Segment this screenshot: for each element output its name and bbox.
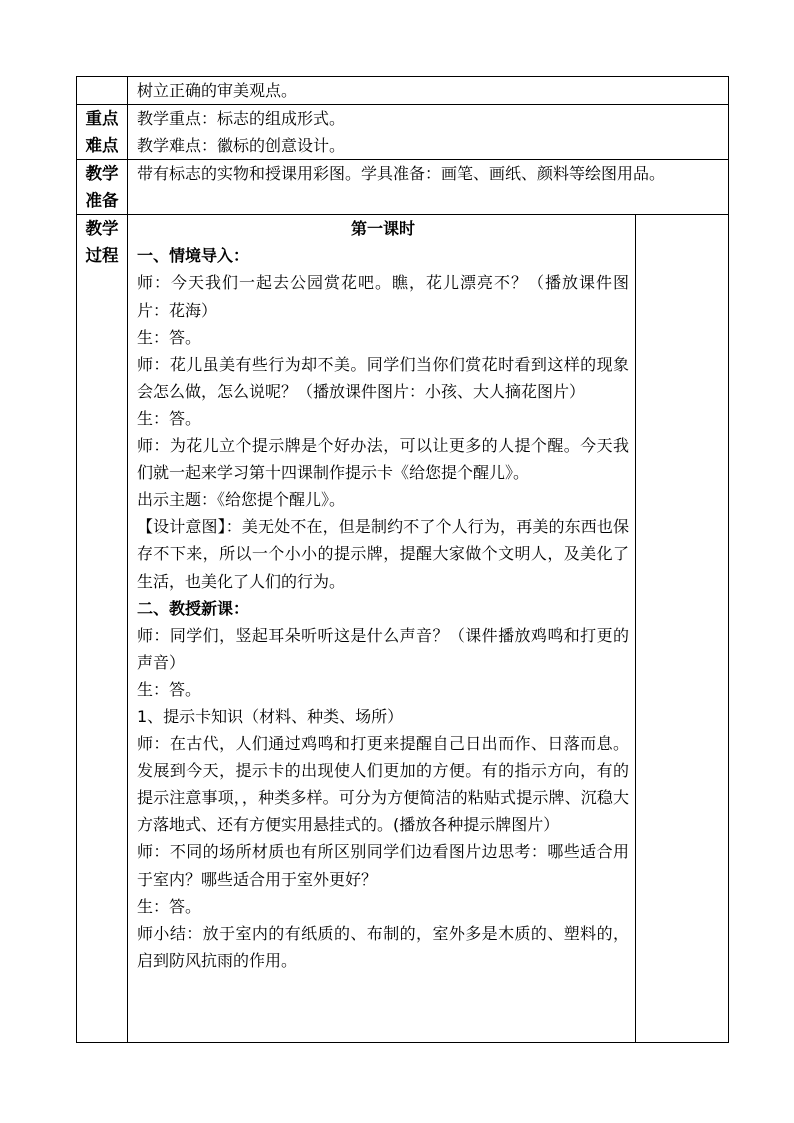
label-line: 准备 [85, 191, 119, 211]
paragraph: 生：答。 [137, 408, 202, 428]
label-line: 过程 [85, 246, 119, 266]
row-content [128, 160, 729, 215]
paragraph: 生：答。 [137, 327, 202, 347]
table-row [77, 160, 729, 215]
notes-column [636, 215, 729, 1043]
preparation-text: 带有标志的实物和授课用彩图。学具准备：画笔、画纸、颜料等绘图用品。 [137, 164, 666, 184]
row-content [128, 77, 729, 105]
paragraph: 师：在古代，人们通过鸡鸣和打更来提醒自己日出而作、日落而息。发展到今天，提示卡的出现使人们更加的方便。有的指示方向，有的提示注意事项，，种类多样。可分为方便简洁的粘贴式提示牌、沉稳大方落地式、还有方便实用悬挂式的。(播放各种提示牌图片） [137, 734, 629, 835]
paragraph: 师：不同的场所材质也有所区别同学们边看图片边思考：哪些适合用于室内？哪些适合用于室外更好？ [137, 842, 629, 889]
row-content [128, 105, 729, 160]
process-content [128, 215, 636, 1043]
table-row [77, 215, 729, 1043]
difficulty-text: 教学难点：徽标的创意设计。 [137, 136, 346, 156]
lesson-plan-table [76, 76, 729, 1043]
table-row [77, 105, 729, 160]
text-line: 树立正确的审美观点。 [137, 81, 298, 100]
label-line: 重点 [85, 109, 119, 129]
table-row [77, 77, 729, 105]
paragraph: 1、提示卡知识（材料、种类、场所） [137, 706, 404, 726]
lesson-plan-sheet [76, 76, 728, 1043]
label-line: 教学 [85, 164, 119, 184]
key-point-text: 教学重点：标志的组成形式。 [137, 109, 346, 129]
paragraph: 师：今天我们一起去公园赏花吧。瞧，花儿漂亮不？（播放课件图片：花海） [137, 273, 629, 320]
paragraph: 师小结：放于室内的有纸质的、布制的，室外多是木质的、塑料的，启到防风抗雨的作用。 [137, 923, 629, 970]
paragraph: 师：花儿虽美有些行为却不美。同学们当你们赏花时看到这样的现象会怎么做，怎么说呢？（播放课件图片：小孩、大人摘花图片） [137, 354, 629, 401]
paragraph: 生：答。 [137, 896, 202, 916]
section-title: 一、情境导入： [137, 246, 250, 266]
row-label [77, 160, 128, 215]
lesson-title: 第一课时 [350, 219, 415, 239]
label-line: 教学 [85, 219, 119, 239]
paragraph: 出示主题：《给您提个醒儿》。 [137, 490, 346, 510]
design-intent-paragraph: 【设计意图】：美无处不在，但是制约不了个人行为，再美的东西也保存不下来，所以一个小小的提示牌，提醒大家做个文明人，及美化了生活，也美化了人们的行为。 [137, 517, 629, 591]
row-label [77, 105, 128, 160]
label-line: 难点 [85, 136, 119, 156]
section-title: 二、教授新课： [137, 598, 250, 618]
paragraph: 师：为花儿立个提示牌是个好办法，可以让更多的人提个醒。今天我们就一起来学习第十四课制作提示卡《给您提个醒儿》。 [137, 436, 629, 483]
row-label [77, 215, 128, 1043]
paragraph: 生：答。 [137, 679, 202, 699]
row-label-empty [77, 77, 128, 105]
paragraph: 师：同学们，竖起耳朵听听这是什么声音？（课件播放鸡鸣和打更的声音） [137, 625, 629, 672]
